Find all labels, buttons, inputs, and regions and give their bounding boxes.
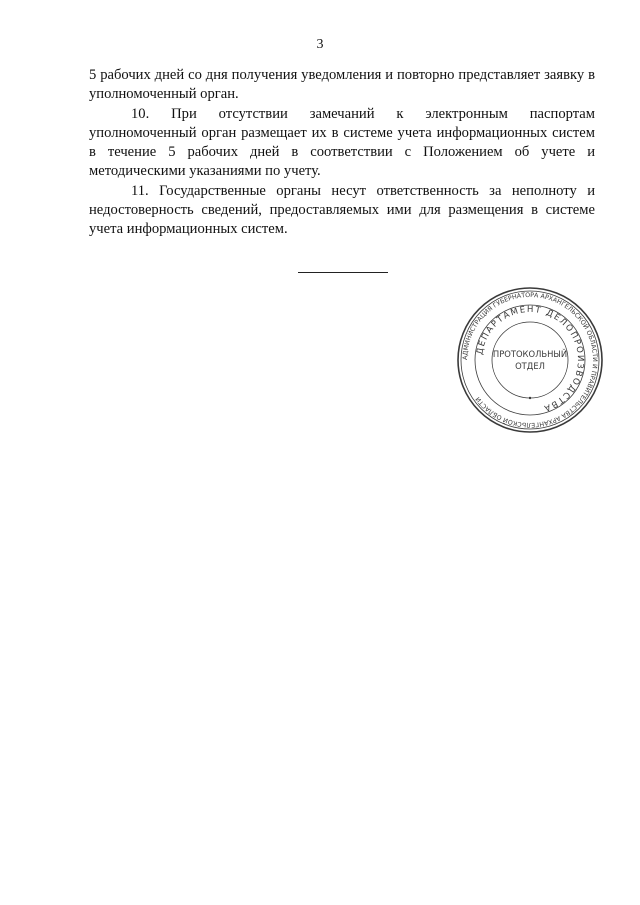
- paragraph-continuation: 5 рабочих дней со дня получения уведомления и повторно представляет заявку в уполномоченный орган.: [89, 67, 595, 103]
- paragraph-10: 10. При отсутствии замечаний к электронным паспортам уполномоченный орган размещает их в системе учета информационных систем в течение 5 рабочих дней в соответствии с Положением об учете и методическими указаниями по учету.: [89, 105, 595, 180]
- stamp-outer-text: АДМИНИСТРАЦИЯ ГУБЕРНАТОРА АРХАНГЕЛЬСКОЙ ОБЛАСТИ И ПРАВИТЕЛЬСТВА АРХАНГЕЛЬСКОЙ ОБЛАСТИ: [461, 291, 599, 429]
- stamp-center-line2: ОТДЕЛ: [515, 361, 545, 371]
- end-separator-line: [298, 272, 388, 273]
- document-body: [89, 66, 595, 240]
- official-stamp: [455, 285, 605, 435]
- page-number: 3: [316, 37, 324, 52]
- stamp-dot-icon: [529, 397, 531, 399]
- stamp-center-line1: ПРОТОКОЛЬНЫЙ: [492, 349, 568, 359]
- stamp-inner-text: ДЕПАРТАМЕНТ ДЕЛОПРОИЗВОДСТВА: [475, 304, 586, 414]
- stamp-seal-icon: [455, 285, 605, 435]
- paragraph-11: 11. Государственные органы несут ответственность за неполноту и недостоверность сведений, предоставляемых ими для размещения в системе учета информационных систем.: [89, 182, 595, 238]
